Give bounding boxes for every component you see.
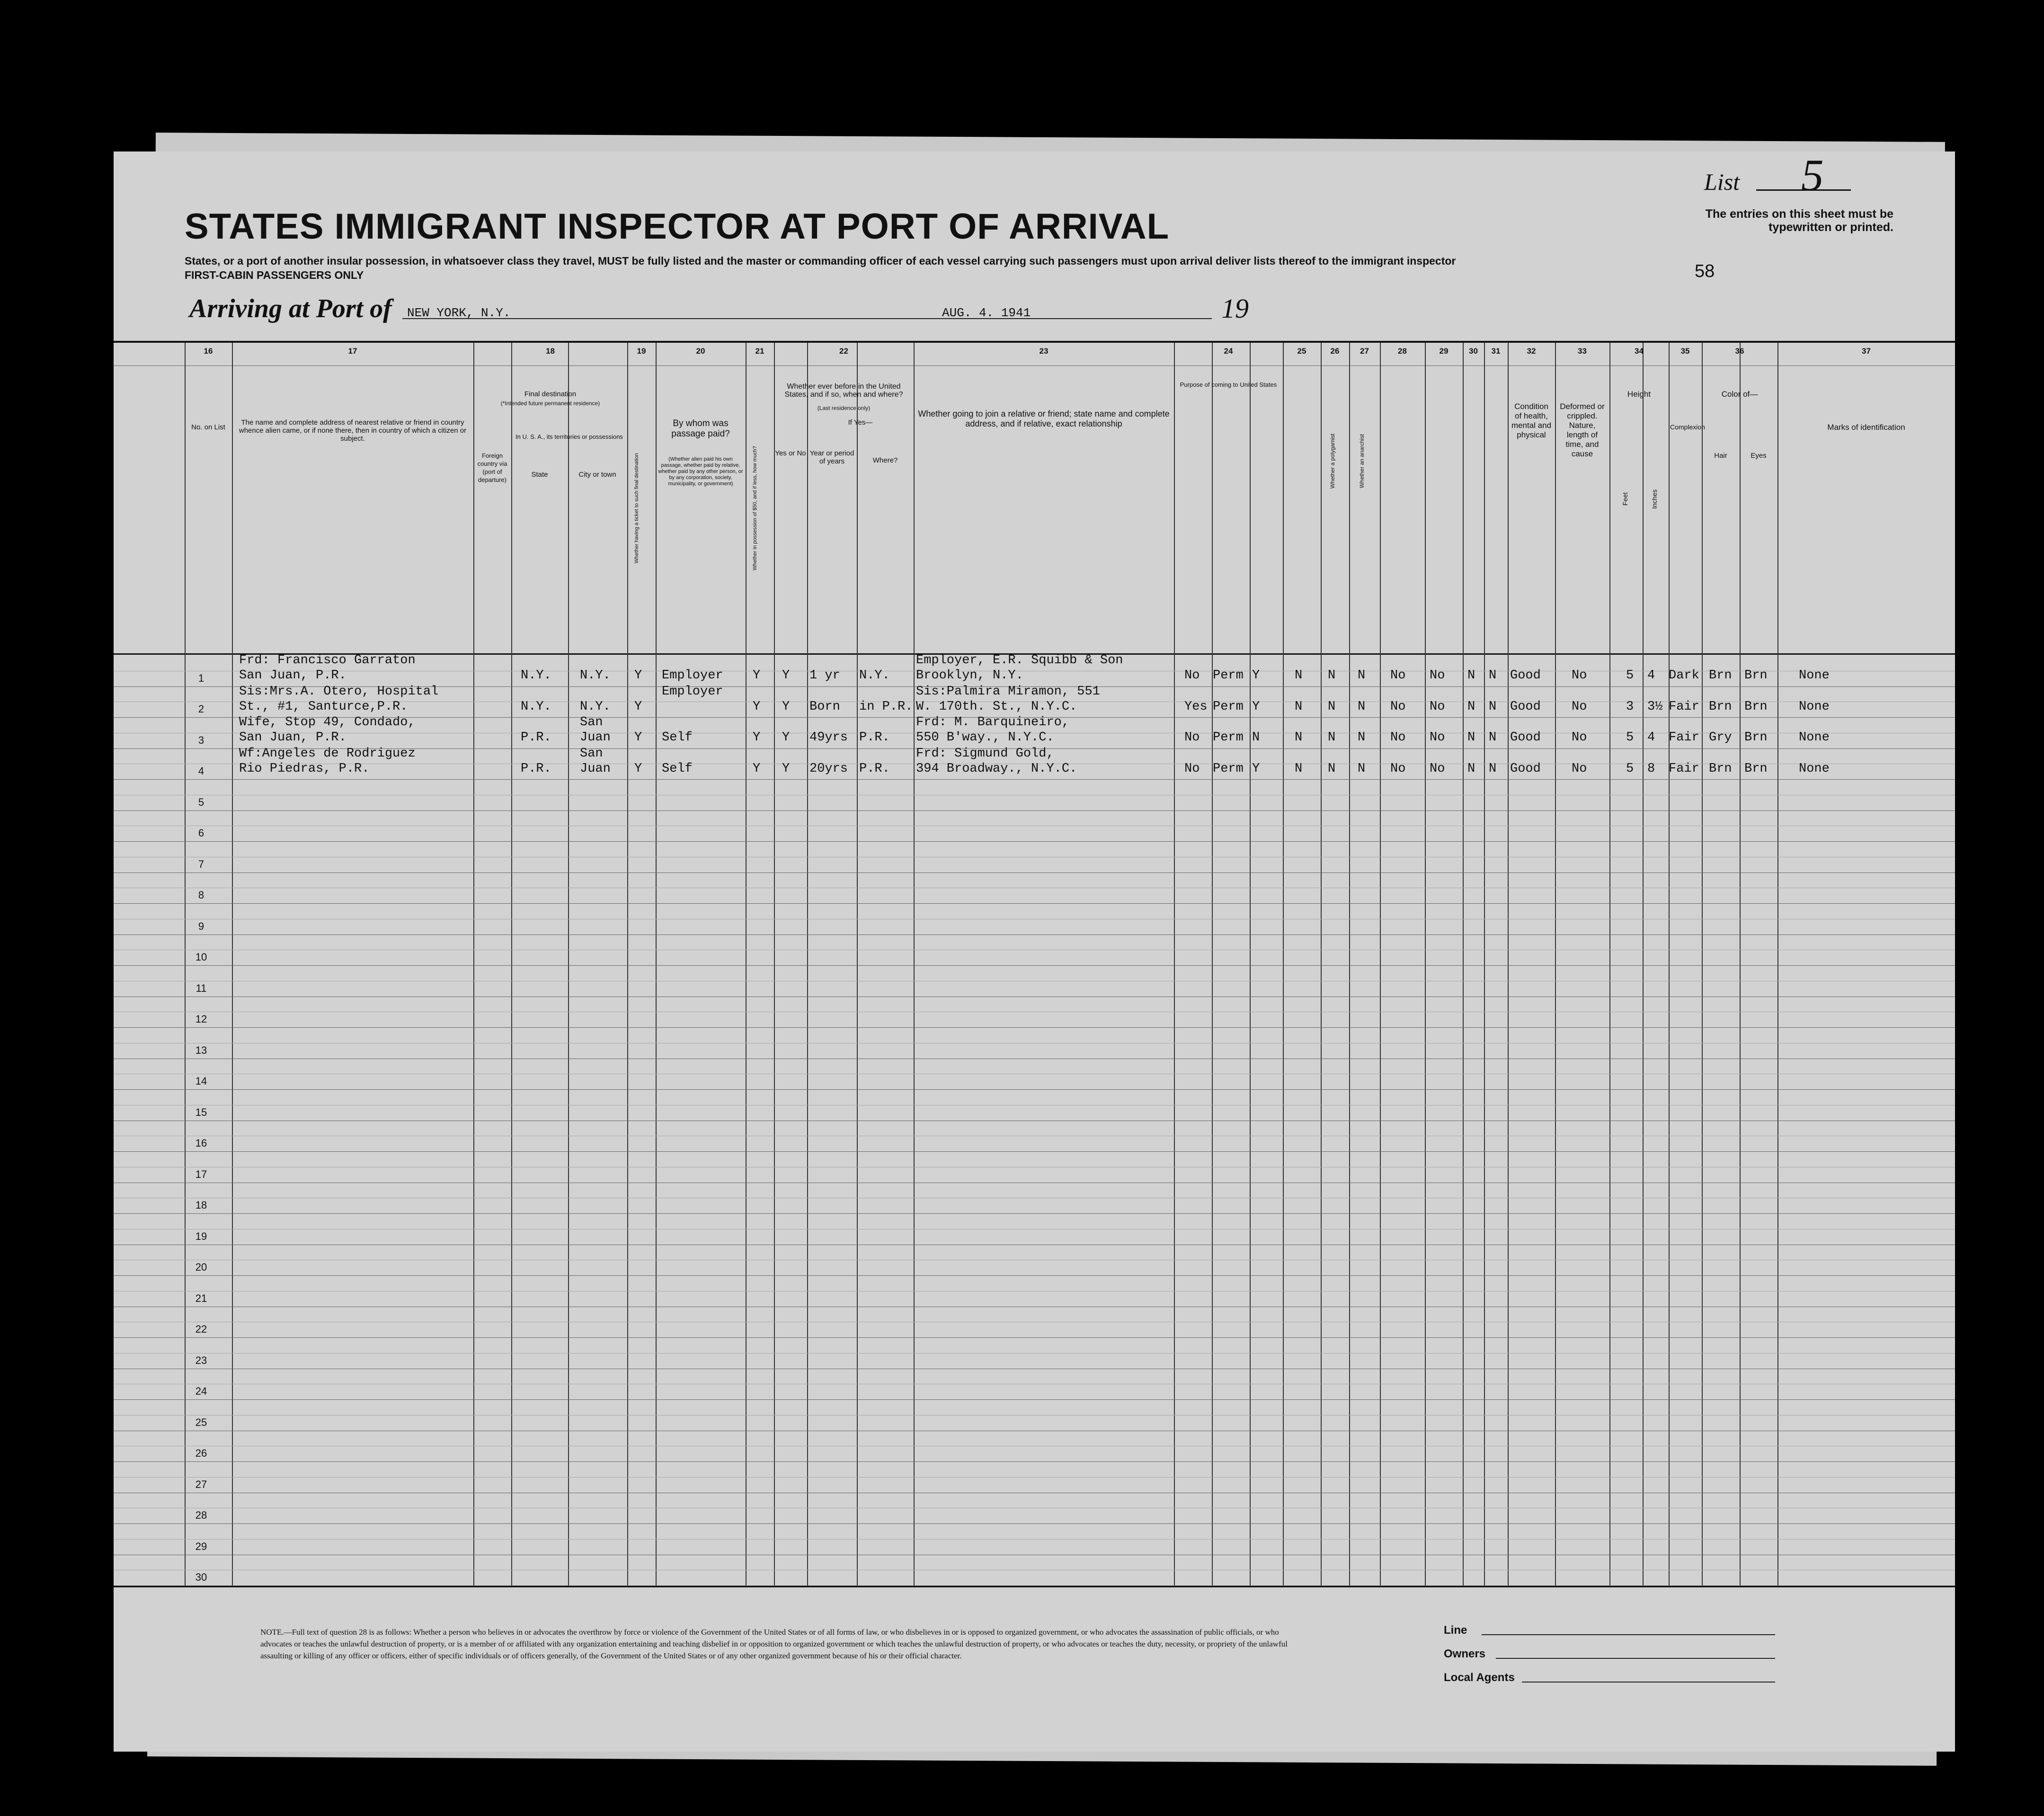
- cell-c25: N: [1295, 730, 1303, 745]
- row-number: 11: [196, 982, 207, 994]
- col-23-number: 23: [1039, 347, 1049, 356]
- list-label: List: [1704, 169, 1740, 195]
- cell-join-l1: Frd: M. Barquineiro,: [916, 715, 1070, 730]
- col-17-header: The name and complete address of nearest relative or friend in country whence alien came, or if none there, then in country of which a citizen or subject.: [239, 418, 467, 443]
- col-16-number: 16: [204, 347, 213, 356]
- cell-p3: N: [1252, 730, 1260, 745]
- owners-label: Owners: [1444, 1647, 1486, 1660]
- cell-complexion: Dark: [1669, 668, 1699, 683]
- cell-ticket: Y: [634, 668, 642, 683]
- cell-where: P.R.: [859, 761, 890, 776]
- port-value: NEW YORK, N.Y.: [407, 306, 511, 320]
- cell-fifty: Y: [753, 668, 761, 683]
- cell-c30: N: [1467, 668, 1475, 683]
- col-36-eyes: Eyes: [1751, 452, 1767, 460]
- cell-c28: No: [1390, 699, 1406, 714]
- col-18-header: Final destination: [524, 390, 577, 398]
- cell-paid-l2: Employer: [662, 668, 723, 683]
- col-18-state-header: State: [531, 471, 548, 479]
- cell-c27: N: [1358, 761, 1366, 776]
- cell-p1: No: [1184, 761, 1200, 776]
- row-rule: [114, 872, 1955, 873]
- row-number: 29: [195, 1540, 207, 1552]
- cell-deformed: No: [1572, 761, 1587, 776]
- cell-deformed: No: [1572, 668, 1587, 683]
- cell-period: 1 yr: [809, 668, 840, 683]
- row-number: 1: [198, 672, 204, 684]
- col-22-subheader: (Last residence only): [817, 405, 871, 411]
- cell-c28: No: [1390, 730, 1406, 745]
- cell-inches: 4: [1647, 730, 1655, 745]
- manifest-sheet: [114, 151, 1955, 1752]
- col-36-hair: Hair: [1714, 452, 1727, 460]
- col-18-city-header: City or town: [578, 471, 616, 479]
- cell-state: N.Y.: [521, 668, 551, 683]
- cell-city-l1: San: [580, 715, 603, 730]
- cell-p2: Perm: [1213, 668, 1244, 683]
- cell-eyes: Brn: [1744, 761, 1768, 776]
- cell-c25: N: [1295, 699, 1303, 714]
- cell-p2: Perm: [1213, 730, 1244, 745]
- cell-before: Y: [782, 761, 790, 776]
- col-18-foreign-header: Foreign country via (port of departure): [477, 452, 507, 483]
- cell-deformed: No: [1572, 699, 1587, 714]
- col-35-number: 35: [1680, 347, 1690, 356]
- row-number: 27: [195, 1478, 207, 1490]
- col-34-feet: Feet: [1621, 492, 1629, 506]
- col-33-number: 33: [1578, 347, 1587, 356]
- col-24-header: Purpose of coming to United States: [1180, 381, 1277, 388]
- row-number: 2: [198, 703, 204, 715]
- cell-state: P.R.: [521, 761, 551, 776]
- cell-relative-l2: San Juan, P.R.: [239, 730, 347, 745]
- cell-c30: N: [1467, 699, 1475, 714]
- row-number: 12: [195, 1013, 207, 1025]
- cell-complexion: Fair: [1669, 761, 1699, 776]
- cell-c29: No: [1430, 761, 1445, 776]
- col-32-number: 32: [1527, 347, 1536, 356]
- cell-p1: No: [1184, 668, 1200, 683]
- col-27-number: 27: [1360, 347, 1369, 356]
- col-34-inches: Inches: [1651, 489, 1658, 509]
- cell-p1: No: [1184, 730, 1200, 745]
- row-rule: [114, 1585, 1955, 1586]
- cell-feet: 5: [1626, 730, 1634, 745]
- row-number: 17: [195, 1168, 207, 1180]
- row-number: 19: [195, 1230, 207, 1242]
- cell-where: in P.R.: [859, 699, 913, 714]
- row-number: 13: [195, 1044, 207, 1056]
- col-34-header: Height: [1627, 390, 1651, 399]
- row-number: 9: [198, 920, 204, 932]
- cell-eyes: Brn: [1744, 730, 1768, 745]
- cell-c29: No: [1430, 699, 1445, 714]
- row-rule: [114, 841, 1955, 842]
- cell-c31: N: [1489, 761, 1497, 776]
- arriving-label: Arriving at Port of: [189, 294, 392, 323]
- cell-join-l1: Sis:Palmira Miramon, 551: [916, 684, 1100, 699]
- year-prefix: 19: [1221, 293, 1249, 324]
- cell-relative-l2: Rio Piedras, P.R.: [239, 761, 370, 776]
- row-rule: [114, 779, 1955, 780]
- cell-c27: N: [1358, 668, 1366, 683]
- row-rule: [114, 1399, 1955, 1400]
- cell-relative-l1: Frd: Francisco Garraton: [239, 653, 416, 668]
- col-24-number: 24: [1224, 347, 1233, 356]
- col-27-header: Whether an anarchist: [1359, 434, 1365, 489]
- cell-eyes: Brn: [1744, 668, 1768, 683]
- cell-city-l2: N.Y.: [580, 699, 611, 714]
- row-rule: [114, 965, 1955, 966]
- cell-join-l1: Employer, E.R. Squibb & Son: [916, 653, 1123, 668]
- cell-marks: None: [1799, 761, 1830, 776]
- cell-period: 49yrs: [809, 730, 848, 745]
- cell-p1: Yes: [1184, 699, 1208, 714]
- cell-c30: N: [1467, 761, 1475, 776]
- col-37-header: Marks of identification: [1827, 423, 1905, 432]
- cell-inches: 8: [1647, 761, 1655, 776]
- cell-p3: Y: [1252, 699, 1260, 714]
- cell-feet: 3: [1626, 699, 1634, 714]
- cell-complexion: Fair: [1669, 730, 1699, 745]
- cell-c30: N: [1467, 730, 1475, 745]
- col-18-number: 18: [546, 347, 555, 356]
- row-number: 28: [195, 1509, 207, 1521]
- passenger-table: [114, 341, 1955, 1587]
- col-35-header: Complexion: [1670, 423, 1705, 431]
- col-32-header: Condition of health, mental and physical: [1511, 402, 1552, 439]
- cell-hair: Brn: [1709, 761, 1732, 776]
- cell-hair: Gry: [1709, 730, 1732, 745]
- row-number: 8: [198, 889, 204, 901]
- cell-complexion: Fair: [1669, 699, 1699, 714]
- row-rule: [114, 1523, 1955, 1524]
- cell-marks: None: [1799, 699, 1830, 714]
- date-value: AUG. 4. 1941: [942, 306, 1031, 320]
- cell-health: Good: [1510, 730, 1541, 745]
- col-30-number: 30: [1469, 347, 1478, 356]
- cell-p3: Y: [1252, 761, 1260, 776]
- cell-marks: None: [1799, 668, 1830, 683]
- row-number: 20: [195, 1261, 207, 1273]
- cell-c26: N: [1328, 730, 1336, 745]
- line-label: Line: [1444, 1624, 1467, 1637]
- cell-c31: N: [1489, 730, 1497, 745]
- col-26-number: 26: [1330, 347, 1340, 356]
- cell-c31: N: [1489, 699, 1497, 714]
- cell-relative-l1: Wife, Stop 49, Condado,: [239, 715, 416, 730]
- row-number: 4: [198, 765, 204, 777]
- cell-c26: N: [1328, 761, 1336, 776]
- cell-ticket: Y: [634, 730, 642, 745]
- row-number: 23: [195, 1354, 207, 1366]
- col-26-header: Whether a polygamist: [1329, 433, 1336, 489]
- cell-join-l2: W. 170th. St., N.Y.C.: [916, 699, 1077, 714]
- row-number: 22: [195, 1323, 207, 1335]
- col-21-header: Whether in possession of $50, and if less, how much?: [752, 446, 758, 571]
- cell-paid-l2: Self: [662, 730, 693, 745]
- row-rule: [114, 1461, 1955, 1462]
- col-37-number: 37: [1862, 347, 1871, 356]
- col-25-number: 25: [1297, 347, 1306, 356]
- cell-relative-l1: Sis:Mrs.A. Otero, Hospital: [239, 684, 439, 699]
- row-number: 5: [198, 796, 204, 808]
- row-rule: [114, 810, 1955, 811]
- cell-hair: Brn: [1709, 668, 1732, 683]
- cell-where: P.R.: [859, 730, 890, 745]
- col-22-period: Year or period of years: [809, 449, 854, 465]
- cell-health: Good: [1510, 668, 1541, 683]
- cell-relative-l2: St., #1, Santurce,P.R.: [239, 699, 408, 714]
- row-number: 21: [195, 1292, 207, 1304]
- col-31-number: 31: [1491, 347, 1501, 356]
- cell-state: N.Y.: [521, 699, 551, 714]
- cell-inches: 3½: [1647, 699, 1663, 714]
- col-21-number: 21: [755, 347, 764, 356]
- cell-c25: N: [1295, 761, 1303, 776]
- row-number: 14: [195, 1075, 207, 1087]
- row-rule: [114, 1275, 1955, 1276]
- cell-feet: 5: [1626, 668, 1634, 683]
- cell-city-l2: N.Y.: [580, 668, 611, 683]
- cell-c25: N: [1295, 668, 1303, 683]
- col-20-number: 20: [696, 347, 705, 356]
- col-23-header: Whether going to join a relative or friend; state name and complete address, and if relative, exact relationship: [918, 409, 1170, 428]
- cell-p3: Y: [1252, 668, 1260, 683]
- col-36-number: 36: [1735, 347, 1744, 356]
- row-rule: [114, 903, 1955, 904]
- col-19-header: Whether having a ticket to such final destination: [634, 453, 640, 564]
- row-half-rule: [114, 1477, 1955, 1478]
- row-rule: [114, 1027, 1955, 1028]
- cell-inches: 4: [1647, 668, 1655, 683]
- row-rule: [114, 1089, 1955, 1090]
- cell-ticket: Y: [634, 699, 642, 714]
- cell-c29: No: [1430, 668, 1445, 683]
- cell-c28: No: [1390, 761, 1406, 776]
- row-number: 16: [195, 1137, 207, 1149]
- cell-paid-l1: Employer: [662, 684, 723, 699]
- col-22-where: Where?: [872, 456, 898, 464]
- col-19-number: 19: [637, 347, 646, 356]
- form-class-note: FIRST-CABIN PASSENGERS ONLY: [185, 269, 364, 281]
- cell-city-l2: Juan: [580, 761, 611, 776]
- form-subtitle: States, or a port of another insular possession, in whatsoever class they travel, MUST be fully listed and the master or commanding officer of each vessel carrying such passengers must upon arrival deliver lists thereof to the immigrant inspector: [185, 255, 1456, 267]
- footnote: NOTE.—Full text of question 28 is as follows: Whether a person who believes in or advocates the overthrow by force or violence of the Government of the United States or of all forms of law, or who disbelieves in or is opposed to organized government, or who advocates the assassination of public officials, or who advocates or teaches the unlawful destruction of property, or is a member of or affiliated with any organization entertaining and teaching disbelief in or opposition to organized government or which teaches the unlawful destruction of property, or who advocates or teaches the duty, necessity, or propriety of the unlawful assaulting or killing of any officer or officers, either of specific individuals or of officers generally, of the Government of the United States or of any other organized government because of his or their official character.: [260, 1628, 1288, 1660]
- cell-city-l2: Juan: [580, 730, 611, 745]
- cell-paid-l2: Self: [662, 761, 693, 776]
- row-number: 7: [198, 858, 204, 870]
- cell-eyes: Brn: [1744, 699, 1768, 714]
- row-number: 26: [195, 1447, 207, 1459]
- cell-state: P.R.: [521, 730, 551, 745]
- cell-c26: N: [1328, 699, 1336, 714]
- cell-join-l2: 394 Broadway., N.Y.C.: [916, 761, 1077, 776]
- cell-join-l2: Brooklyn, N.Y.: [916, 668, 1023, 683]
- row-number: 24: [195, 1385, 207, 1397]
- header-rule: [114, 365, 1955, 366]
- row-rule: [114, 1213, 1955, 1214]
- row-number: 15: [195, 1106, 207, 1118]
- cell-c27: N: [1358, 730, 1366, 745]
- col-17-number: 17: [348, 347, 357, 356]
- cell-join-l1: Frd: Sigmund Gold,: [916, 746, 1054, 761]
- cell-p2: Perm: [1213, 699, 1244, 714]
- cell-p2: Perm: [1213, 761, 1244, 776]
- row-half-rule: [114, 1539, 1955, 1540]
- cell-fifty: Y: [753, 699, 761, 714]
- col-22-number: 22: [839, 347, 848, 356]
- cell-hair: Brn: [1709, 699, 1732, 714]
- col-20-subheader: (Whether alien paid his own passage, whether paid by relative, whether paid by any other person, or by any corporation, society, municipality, or government): [658, 456, 743, 487]
- cell-before: Y: [782, 730, 790, 745]
- agents-label: Local Agents: [1444, 1671, 1515, 1684]
- owners-underline: [1496, 1658, 1775, 1659]
- entries-note: The entries on this sheet must be typewritten or printed.: [1705, 207, 1893, 234]
- row-number: 10: [195, 951, 207, 963]
- cell-health: Good: [1510, 699, 1541, 714]
- col-18-subheader: (*Intended future permanent residence): [500, 400, 600, 407]
- cell-before: Y: [782, 699, 790, 714]
- row-number: 3: [198, 734, 204, 746]
- col-22-header: Whether ever before in the United States, and if so, when and where?: [784, 383, 903, 399]
- col-16-header: No. on List: [191, 423, 225, 431]
- col-28-number: 28: [1398, 347, 1407, 356]
- form-title: STATES IMMIGRANT INSPECTOR AT PORT OF ARRIVAL: [185, 206, 1170, 247]
- col-34-number: 34: [1635, 347, 1644, 356]
- col-36-header: Color of—: [1721, 390, 1758, 399]
- cell-relative-l1: Wf:Angeles de Rodriguez: [239, 746, 416, 761]
- cell-c31: N: [1489, 668, 1497, 683]
- col-18-usa-header: In U. S. A., its territories or possessions: [515, 433, 623, 440]
- cell-ticket: Y: [634, 761, 642, 776]
- cell-health: Good: [1510, 761, 1541, 776]
- cell-c28: No: [1390, 668, 1406, 683]
- cell-join-l2: 550 B'way., N.Y.C.: [916, 730, 1054, 745]
- row-number: 18: [195, 1199, 207, 1211]
- col-22-yesno: Yes or No: [775, 449, 806, 457]
- cell-period: Born: [809, 699, 840, 714]
- cell-where: N.Y.: [859, 668, 890, 683]
- list-number: 5: [1801, 150, 1824, 200]
- sheet-number: 58: [1695, 261, 1715, 281]
- cell-before: Y: [782, 668, 790, 683]
- cell-c27: N: [1358, 699, 1366, 714]
- cell-feet: 5: [1626, 761, 1634, 776]
- row-rule: [114, 1151, 1955, 1152]
- row-number: 30: [195, 1571, 207, 1583]
- cell-relative-l2: San Juan, P.R.: [239, 668, 347, 683]
- col-20-header: By whom was passage paid?: [671, 418, 730, 439]
- cell-period: 20yrs: [809, 761, 848, 776]
- col-22-ifyes: If Yes—: [848, 418, 873, 427]
- cell-marks: None: [1799, 730, 1830, 745]
- cell-city-l1: San: [580, 746, 603, 761]
- cell-fifty: Y: [753, 761, 761, 776]
- row-number: 25: [195, 1416, 207, 1428]
- col-29-number: 29: [1439, 347, 1449, 356]
- cell-deformed: No: [1572, 730, 1587, 745]
- row-rule: [114, 1337, 1955, 1338]
- cell-fifty: Y: [753, 730, 761, 745]
- line-underline: [1482, 1634, 1775, 1635]
- cell-c29: No: [1430, 730, 1445, 745]
- cell-c26: N: [1328, 668, 1336, 683]
- col-33-header: Deformed or crippled. Nature, length of time, and cause: [1560, 402, 1605, 458]
- row-number: 6: [198, 827, 204, 839]
